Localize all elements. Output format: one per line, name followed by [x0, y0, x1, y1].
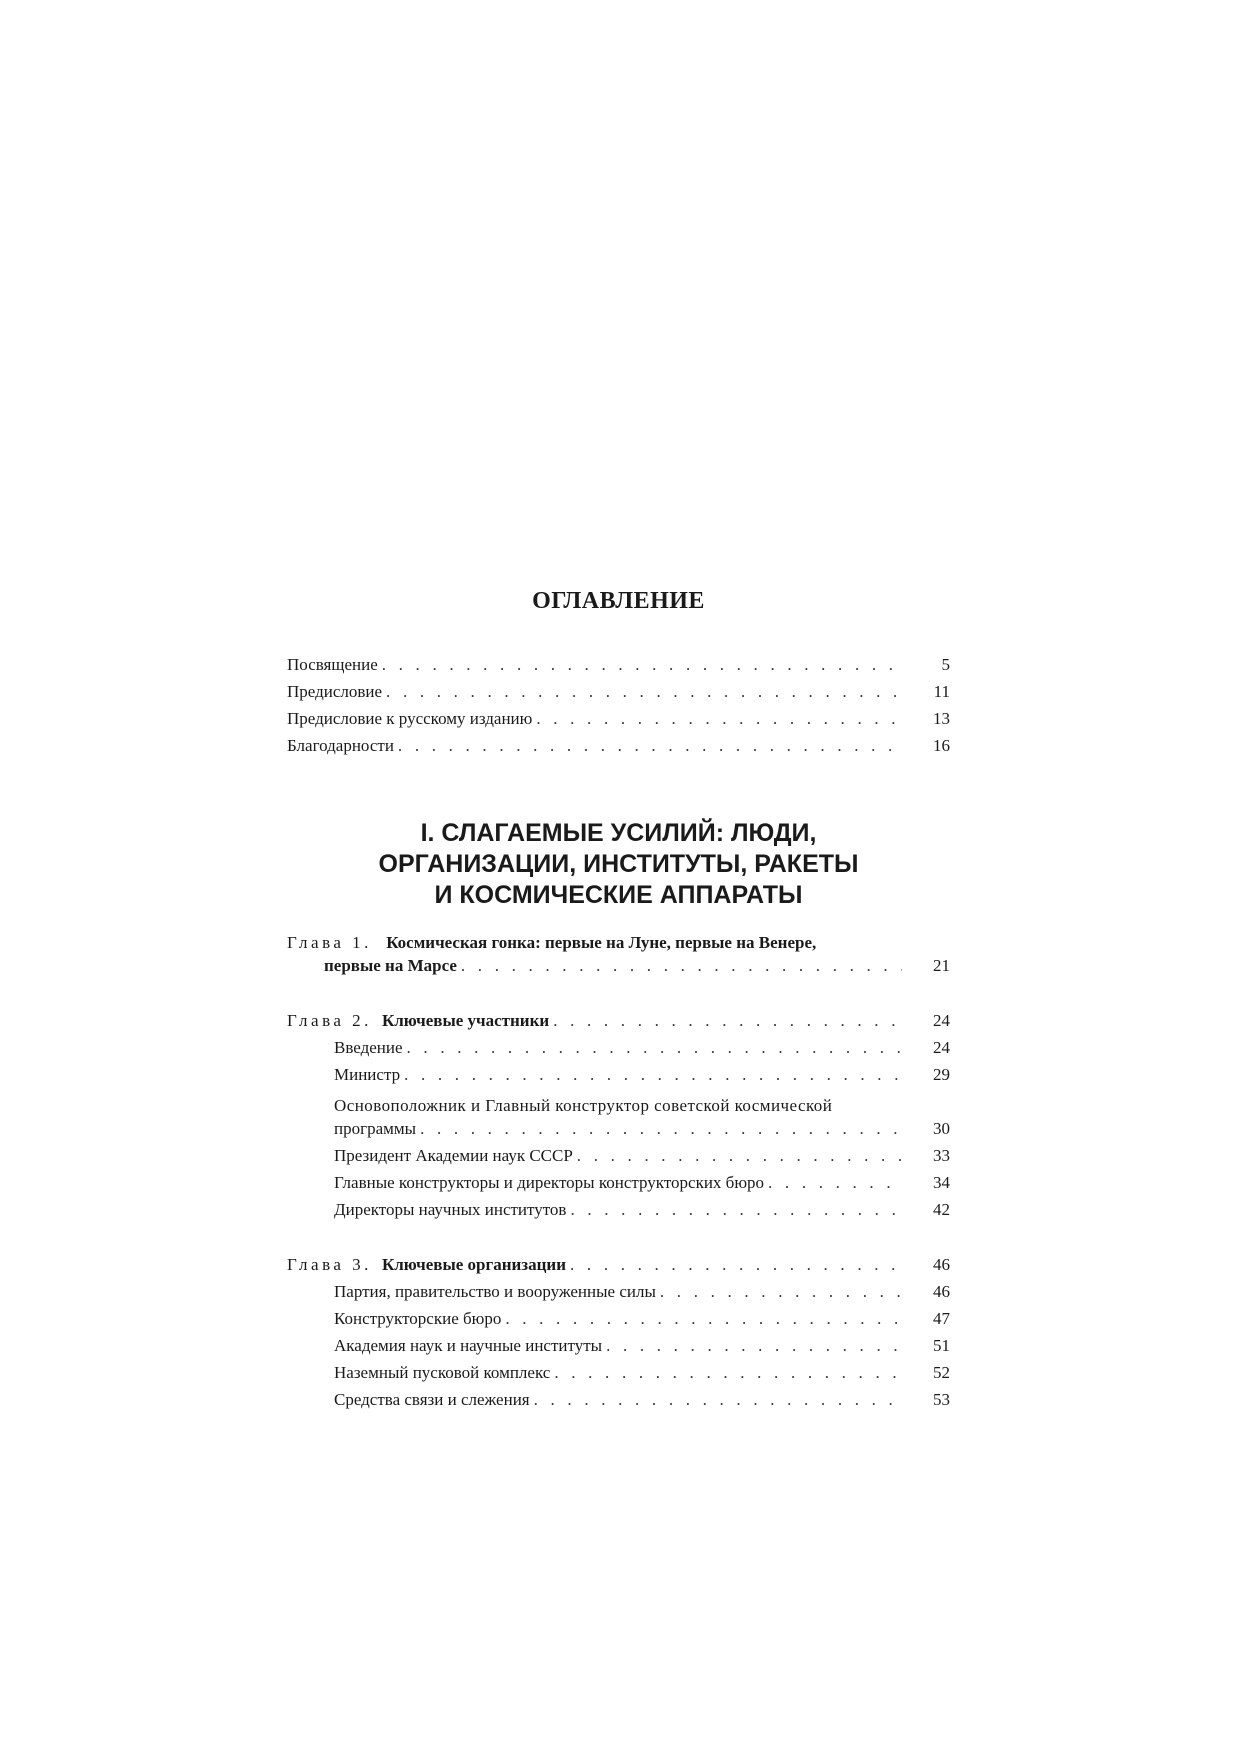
page-number: 46	[933, 1255, 950, 1274]
page-number: 24	[933, 1011, 950, 1030]
dot-leader	[398, 736, 902, 756]
page-number: 51	[933, 1336, 950, 1355]
part-heading-line: ОРГАНИЗАЦИИ, ИНСТИТУТЫ, РАКЕТЫ	[378, 850, 859, 878]
toc-entry[interactable]	[287, 1282, 950, 1309]
dot-leader	[404, 1065, 902, 1085]
page-number: 33	[933, 1146, 950, 1165]
toc-entry[interactable]	[287, 1363, 950, 1390]
page-number: 11	[933, 682, 950, 701]
toc-entry[interactable]	[287, 682, 950, 709]
chapter-title: Ключевые организации	[381, 1255, 567, 1274]
chapter-label: Глава 2.	[287, 1011, 372, 1030]
chapter-title-continued: первые на Марсе	[324, 956, 457, 975]
chapter-heading[interactable]	[287, 1011, 950, 1038]
entry-label: Наземный пусковой комплекс	[334, 1363, 551, 1382]
entry-label: Предисловие к русскому изданию	[287, 709, 533, 728]
dot-leader	[461, 956, 902, 976]
page-number: 34	[933, 1173, 950, 1192]
part-heading-line: И КОСМИЧЕСКИЕ АППАРАТЫ	[434, 881, 803, 909]
toc-entry[interactable]	[287, 1336, 950, 1363]
page-number: 47	[933, 1309, 950, 1328]
chapter-title: Ключевые участники	[381, 1011, 550, 1030]
page-number: 24	[933, 1038, 950, 1057]
chapter-2	[287, 1011, 950, 1227]
chapter-heading[interactable]	[287, 929, 950, 956]
page-number: 53	[933, 1390, 950, 1409]
dot-leader	[768, 1173, 902, 1193]
entry-label: Президент Академии наук СССР	[334, 1146, 573, 1165]
toc-entry[interactable]	[287, 1309, 950, 1336]
page-number: 46	[933, 1282, 950, 1301]
toc-entry[interactable]	[287, 655, 950, 682]
dot-leader	[577, 1146, 902, 1166]
dot-leader	[570, 1255, 902, 1275]
dot-leader	[554, 1363, 902, 1383]
page-number: 16	[933, 736, 950, 755]
entry-label: Партия, правительство и вооруженные силы	[334, 1282, 656, 1301]
page-number: 29	[933, 1065, 950, 1084]
chapter-label: Глава 1.	[287, 933, 372, 952]
page-number: 21	[933, 956, 950, 975]
toc-entry[interactable]	[287, 1146, 950, 1173]
entry-label: Директоры научных институтов	[334, 1200, 567, 1219]
entry-label: Основоположник и Главный конструктор советской космической	[334, 1096, 833, 1115]
page-number: 30	[933, 1119, 950, 1138]
dot-leader	[660, 1282, 902, 1302]
front-matter-list	[287, 655, 950, 763]
page-title: ОГЛАВЛЕНИЕ	[532, 588, 705, 614]
toc-entry[interactable]	[287, 709, 950, 736]
page-number: 42	[933, 1200, 950, 1219]
dot-leader	[505, 1309, 902, 1329]
toc-entry[interactable]	[287, 1119, 950, 1146]
entry-label: Главные конструкторы и директоры конструкторских бюро	[334, 1173, 765, 1192]
chapter-label: Глава 3.	[287, 1255, 372, 1274]
toc-entry-multiline[interactable]	[287, 1092, 897, 1119]
dot-leader	[570, 1200, 902, 1220]
entry-label: Благодарности	[287, 736, 394, 755]
entry-label: Академия наук и научные институты	[334, 1336, 603, 1355]
dot-leader	[382, 655, 902, 675]
entry-label: Конструкторские бюро	[334, 1309, 502, 1328]
toc-entry[interactable]	[287, 1200, 950, 1227]
dot-leader	[420, 1119, 902, 1139]
dot-leader	[534, 1390, 902, 1410]
toc-entry[interactable]	[287, 736, 950, 763]
page-number: 52	[933, 1363, 950, 1382]
toc-entry[interactable]	[287, 956, 950, 983]
toc-entry[interactable]	[287, 1065, 950, 1092]
page-number: 5	[941, 655, 950, 674]
toc-entry[interactable]	[287, 1173, 950, 1200]
part-heading	[287, 818, 950, 911]
entry-label: Введение	[334, 1038, 403, 1057]
entry-label: Предисловие	[287, 682, 383, 701]
toc-entry[interactable]	[287, 1390, 950, 1417]
part-heading-line: I. СЛАГАЕМЫЕ УСИЛИЙ: ЛЮДИ,	[420, 819, 817, 847]
chapter-3	[287, 1255, 950, 1417]
dot-leader	[553, 1011, 902, 1031]
dot-leader	[606, 1336, 902, 1356]
chapter-1	[287, 929, 950, 983]
entry-label: Посвящение	[287, 655, 378, 674]
chapter-heading[interactable]	[287, 1255, 950, 1282]
toc-entry[interactable]	[287, 1038, 950, 1065]
page-number: 13	[933, 709, 950, 728]
entry-label: Министр	[334, 1065, 401, 1084]
dot-leader	[407, 1038, 902, 1058]
chapter-title: Космическая гонка: первые на Луне, первые на Венере,	[386, 933, 817, 952]
entry-label-continued: программы	[334, 1119, 417, 1138]
entry-label: Средства связи и слежения	[334, 1390, 530, 1409]
dot-leader	[536, 709, 902, 729]
dot-leader	[386, 682, 902, 702]
